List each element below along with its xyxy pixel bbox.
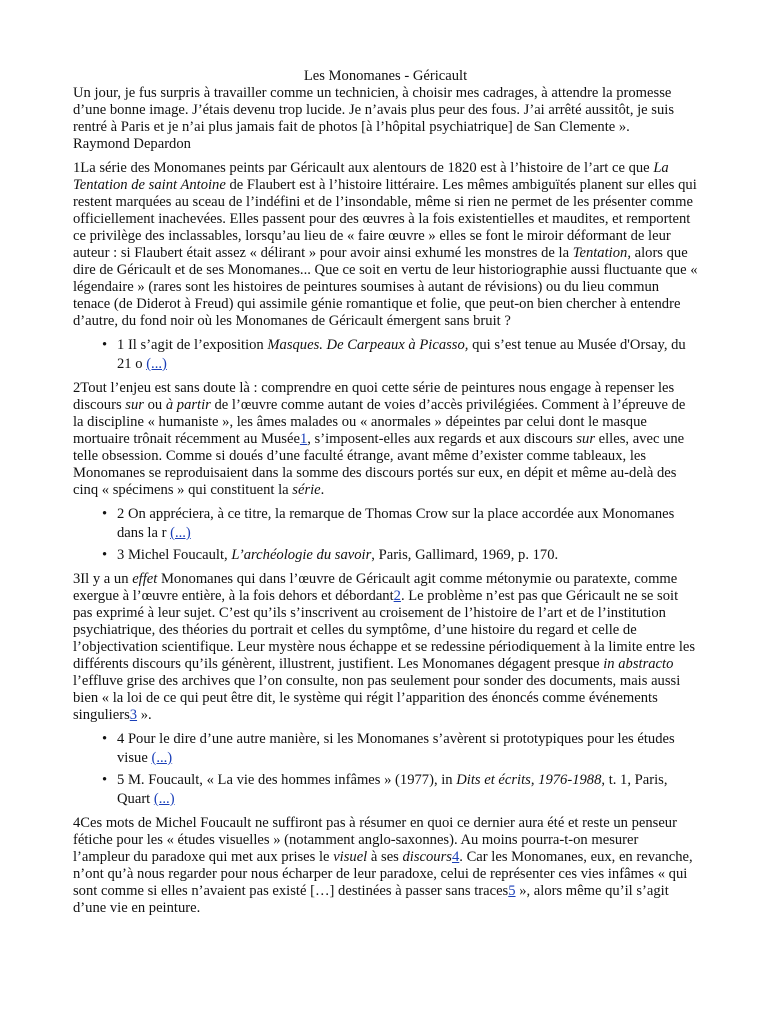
footnote-ref-link[interactable]: 5	[508, 883, 516, 899]
document-title: Les Monomanes - Géricault	[303, 68, 468, 84]
paragraph-1: 1La série des Monomanes peints par Géricault aux alentours de 1820 est à l’histoire de l’art ce que La Tentation de saint Antoine de Flaubert est à l’histoire littéraire. Les mêmes ambiguïtés planent sur elles qui restent marquées au sceau de l’indéfini et de l’insondable, même si rien ne permet de les présenter comme officiellement inachevées. Elles passent pour des œuvres à la fois existentielles et maudites, et remportent ce privilège des inclassables, lorsqu’au lieu de « faire œuvre » elles se font le miroir déformant de leur auteur : si Flaubert était assez « délirant » pour avoir ainsi exhumé les monstres de la Tentation, alors que dire de Géricault et de ses Monomanes... Que ce soit en vertu de leur historiographie aussi fluctuante que « légendaire » (rares sont les histoires de peintures soumises à autant de révisions) ou du lieu commun tenace (de Diderot à Freud) qui assimile génie romantique et folie, que peut-on bien chercher à entendre d’autre, du fond noir où les Monomanes de Géricault émergent sans bruit ?	[73, 160, 698, 329]
footnote-ref-link[interactable]: 4	[451, 849, 460, 865]
footnote-more-link[interactable]: (...)	[151, 750, 173, 766]
footnote-1: • 1 Il s’agit de l’exposition Masques. De Carpeaux à Picasso, qui s’est tenue au Musée d'Orsay, du 21 o (...)	[117, 336, 698, 374]
paragraph-4: 4Ces mots de Michel Foucault ne suffiront pas à résumer en quoi ce dernier aura été et reste un penseur fétiche pour les « études visuelles » (notamment anglo-saxonnes). Au moins pourra-t-on mesurer l’ampleur du paradoxe qui met aux prises le visuel à ses discours4. Car les Monomanes, eux, en revanche, n’ont qu’à nous regarder pour nous écharper de leur paradoxe, celui de représenter ces vies infâmes « qui sont comme si elles n’avaient pas existé […] destinées à passer sans traces5 », alors même qu’il s’agit d’une vie en peinture.	[73, 815, 693, 916]
epigraph-quote: Un jour, je fus surpris à travailler comme un technicien, à choisir mes cadrages, à attendre la promesse d’une bonne image. J’étais devenu trop lucide. Je n’avais plus peur des fous. J’ai arrêté aussitôt, je suis rentré à Paris et je n’ai plus jamais fait de photos [à l’hôpital psychiatrique] de San Clemente ».	[73, 85, 675, 135]
footnotes-list	[73, 730, 698, 809]
paragraph-number: 2	[73, 380, 81, 396]
paragraph-number: 1	[73, 160, 81, 176]
footnote-ref-link[interactable]: 2	[393, 588, 401, 604]
paragraph-2: 2Tout l’enjeu est sans doute là : comprendre en quoi cette série de peintures nous engage à repenser les discours sur ou à partir de l’œuvre comme autant de voies d’accès privilégiées. Comment à l’épreuve de la discipline « humaniste », les âmes malades ou « anormales » dépeintes par celui dont le masque mortuaire trônait récemment au Musée1, s’imposent-elles aux regards et aux discours sur elles, avec une telle obsession. Comme si doués d’une faculté étrange, avant même d’exister comme tableaux, les Monomanes se reproduisaient dans la somme des discours portés sur eux, en dépit et même au-delà des cinq « spécimens » qui constituent la série.	[73, 380, 686, 498]
footnote-ref-link[interactable]: 1	[299, 431, 308, 447]
paragraph-number: 4	[73, 815, 81, 831]
footnote-3: • 3 Michel Foucault, L’archéologie du savoir, Paris, Gallimard, 1969, p. 170.	[117, 546, 698, 565]
footnote-4: • 4 Pour le dire d’une autre manière, si les Monomanes s’avèrent si prototypiques pour les études visue (...)	[117, 730, 698, 768]
footnotes-list	[73, 336, 698, 374]
footnote-5: • 5 M. Foucault, « La vie des hommes infâmes » (1977), in Dits et écrits, 1976-1988, t. 1, Paris, Quart (...)	[117, 771, 698, 809]
footnote-more-link[interactable]: (...)	[170, 525, 191, 541]
footnote-2: • 2 On appréciera, à ce titre, la remarque de Thomas Crow sur la place accordée aux Monomanes dans la r (...)	[117, 505, 698, 543]
footnote-more-link[interactable]: (...)	[153, 791, 175, 807]
paragraph-number: 3	[73, 571, 81, 587]
epigraph-author: Raymond Depardon	[73, 136, 191, 152]
paragraph-3: 3Il y a un effet Monomanes qui dans l’œuvre de Géricault agit comme métonymie ou paratexte, comme exergue à l’œuvre entière, à la fois dehors et débordant2. Le problème n’est pas que Géricault ne se soit pas exprimé à leur sujet. C’est qu’ils s’inscrivent au croisement de l’histoire de l’art et de l’institution psychiatrique, des théories du portrait et celles du symptôme, d’une histoire du regard et celle de l’objectivation scientifique. Leur mystère nous échappe et se redessine périodiquement à la limite entre les différents discours qu’ils génèrent, illustrent, justifient. Les Monomanes dégagent presque in abstracto l’effluve grise des archives que l’on consulte, non pas seulement pour sonder des documents, mais aussi bien « la loi de ce qui peut être dit, le système qui régit l’apparition des énoncés comme événements singuliers3 ».	[73, 571, 696, 723]
footnotes-list	[73, 505, 698, 565]
footnote-ref-link[interactable]: 3	[129, 707, 138, 723]
footnote-more-link[interactable]: (...)	[146, 356, 167, 372]
